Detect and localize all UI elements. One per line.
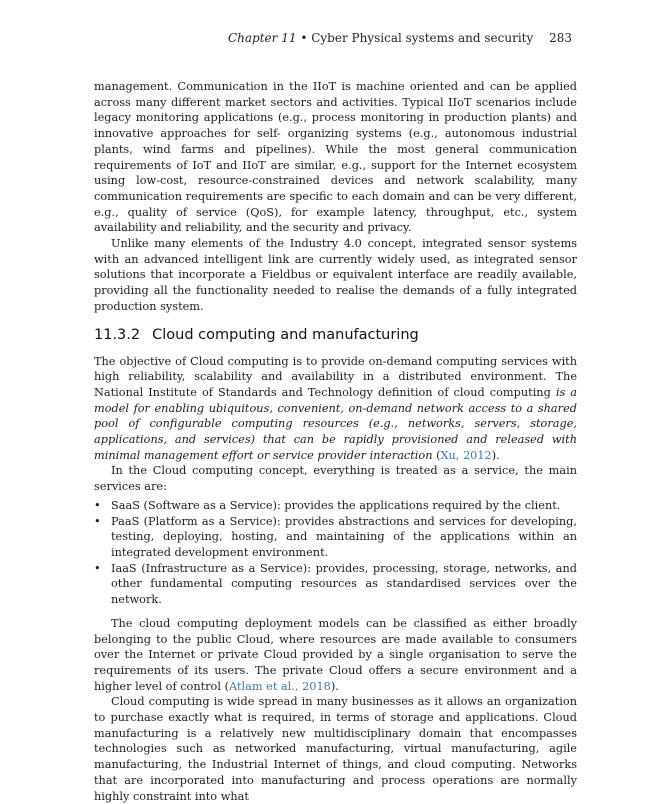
page-number: 283 [549, 31, 572, 45]
paragraph-services-intro: In the Cloud computing concept, everything is treated as a service, the main services are: [94, 464, 577, 494]
body-text [94, 79, 577, 804]
list-item [94, 498, 577, 514]
nist-definition: is a model for enabling ubiquitous, convenient, on-demand network access to a shared pool of configurable computing resources (e.g., networks, servers, storage, applications, and services) that can be rapidly provisioned and released with minimal management effort or service provider interaction [94, 385, 577, 462]
citation-link-xu-2012[interactable]: Xu, 2012 [440, 448, 492, 462]
bullet-icon: • [94, 561, 101, 575]
running-head [228, 31, 572, 45]
citation-close: ). [330, 679, 339, 693]
chapter-title: Cyber Physical systems and security [311, 31, 534, 45]
service-list [94, 498, 577, 608]
section-heading [94, 326, 577, 345]
section-title: Cloud computing and manufacturing [152, 326, 419, 343]
bullet-icon: • [94, 498, 101, 512]
paragraph-cloud-manufacturing: Cloud computing is wide spread in many businesses as it allows an organization to purchase exactly what is required, in terms of storage and applications. Cloud manufacturing is a relatively new multidisciplinary domain that encompasses technologies such as networked manufacturing, virtual manufacturing, agile manufacturing, the Industrial Internet of things, and cloud computing. Networks that are incorporated into manufacturing and process operations are normally highly constraint into what [94, 695, 577, 803]
header-separator: • [300, 31, 308, 45]
definition-lead: The objective of Cloud computing is to provide on-demand computing services with high reliability, scalability and availability in a distributed environment. The National Institute of Standards and Technology definition of cloud computing [94, 354, 577, 399]
section-number: 11.3.2 [94, 326, 141, 343]
list-item-text: SaaS (Software as a Service): provides the applications required by the client. [111, 498, 561, 512]
citation-open: ( [432, 448, 441, 462]
list-item-text: PaaS (Platform as a Service): provides abstractions and services for developing, testing, deploying, hosting, and maintaining of the applications within an integrated development environment. [111, 514, 577, 559]
paragraph-deployment-models [94, 616, 577, 695]
citation-link-atlam-2018[interactable]: Atlam et al., 2018 [228, 679, 331, 693]
list-item-text: IaaS (Infrastructure as a Service): provides, processing, storage, networks, and other fundamental computing resources as standardised services over the network. [111, 561, 577, 607]
paragraph-iiot-communication: management. Communication in the IIoT is machine oriented and can be applied across many different market sectors and activities. Typical IIoT scenarios include legacy monitoring applications (e.g., process monitoring in production plants) and innovative approaches for self- organizing systems (e.g., autonomous industrial plants, wind farms and pipelines). While the most general communication requirements of IoT and IIoT are similar, e.g., support for the Internet ecosystem using low-cost, resource-constrained devices and network scalability, many communication requirements are specific to each domain and can be very different, e.g., quality of service (QoS), for example latency, throughput, etc., system availability and reliability, and the security and privacy. [94, 80, 577, 235]
paragraph-industry40: Unlike many elements of the Industry 4.0 concept, integrated sensor systems with an advanced intelligent link are currently widely used, as integrated sensor solutions that incorporate a Fieldbus or equivalent interface are readily available, providing all the functionality needed to realise the demands of a fully integrated production system. [94, 237, 577, 313]
bullet-icon: • [94, 514, 101, 528]
chapter-label: Chapter 11 [227, 31, 297, 45]
citation-close: ). [491, 448, 500, 462]
list-item [94, 561, 577, 608]
deployment-text: The cloud computing deployment models can be classified as either broadly belonging to the public Cloud, where resources are made available to consumers over the Internet or private Cloud provided by a single organisation to serve the requirements of its users. The private Cloud offers a secure environment and a higher level of control ( [94, 616, 577, 693]
paragraph-cloud-definition [94, 354, 577, 464]
list-item [94, 514, 577, 561]
